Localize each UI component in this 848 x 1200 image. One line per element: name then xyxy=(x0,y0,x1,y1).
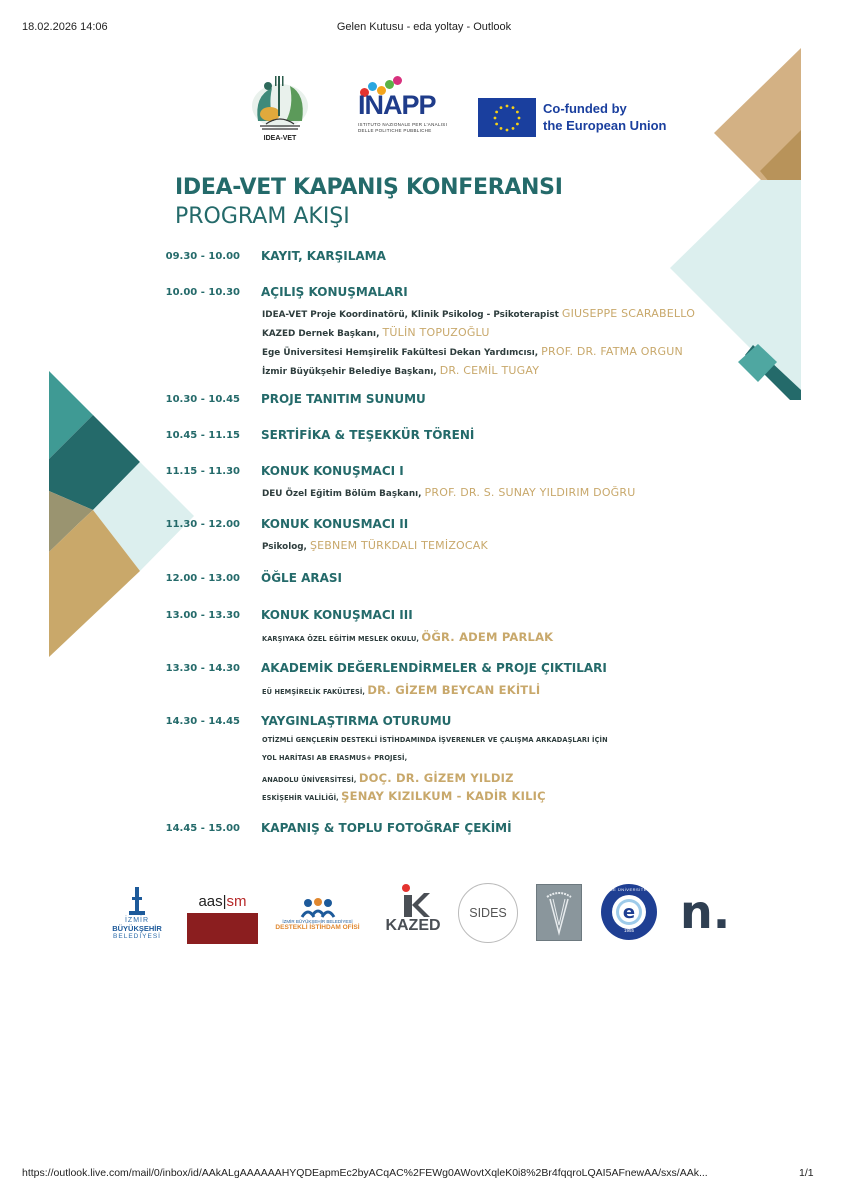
print-datetime: 18.02.2026 14:06 xyxy=(22,21,108,33)
schedule-time: 13.00 - 13.30 xyxy=(165,610,240,621)
speaker-line xyxy=(262,630,553,644)
schedule-event: YAYGINLAŞTIRMA OTURUMU xyxy=(261,714,452,728)
schedule-time: 09.30 - 10.00 xyxy=(165,251,240,262)
inapp-logo xyxy=(356,76,456,140)
speaker-name: DOÇ. DR. GİZEM YILDIZ xyxy=(358,771,514,785)
schedule-time: 13.30 - 14.30 xyxy=(165,663,240,674)
speaker-name: ÖĞR. ADEM PARLAK xyxy=(421,630,554,644)
speaker-line xyxy=(262,789,546,803)
program-subtitle: PROGRAM AKIŞI xyxy=(175,204,350,229)
izmir-bb-line-1: İZMİR xyxy=(124,917,150,924)
schedule-event: KAPANIŞ & TOPLU FOTOĞRAF ÇEKİMİ xyxy=(261,821,512,835)
people-group-icon xyxy=(275,897,360,919)
speaker-name: ŞENAY KIZILKUM - KADİR KILIÇ xyxy=(341,788,546,803)
speaker-role: YOL HARİTASI AB ERASMUS+ PROJESİ, xyxy=(262,753,408,762)
speaker-name: ŞEBNEM TÜRKDALI TEMİZOCAK xyxy=(309,539,488,552)
speaker-name: PROF. DR. S. SUNAY YILDIRIM DOĞRU xyxy=(424,486,636,499)
aassm-left: aas xyxy=(198,893,223,910)
schedule-time: 11.30 - 12.00 xyxy=(165,519,240,530)
print-page-number: 1/1 xyxy=(799,1167,814,1179)
svg-text:e: e xyxy=(622,902,636,923)
schedule-event: PROJE TANITIM SUNUMU xyxy=(261,392,426,406)
eu-cofunded-text xyxy=(543,100,667,134)
kazed-name: KAZED xyxy=(385,917,441,934)
conference-title: IDEA-VET KAPANIŞ KONFERANSI xyxy=(175,175,563,200)
speaker-role: OTİZMLİ GENÇLERİN DESTEKLİ İSTİHDAMINDA İŞVERENLER VE ÇALIŞMA ARKADAŞLARI İÇİN xyxy=(262,736,608,744)
aassm-logo: aas|sm xyxy=(187,893,258,944)
dio-line-2: DESTEKLİ İSTİHDAM OFİSİ xyxy=(275,924,360,931)
schedule-time: 10.30 - 10.45 xyxy=(165,394,240,405)
schedule-time: 12.00 - 13.00 xyxy=(165,573,240,584)
aassm-right: sm xyxy=(226,893,247,910)
speaker-name: DR. GİZEM BEYCAN EKİTLİ xyxy=(367,683,541,697)
ege-name: EGE ÜNİVERSİTESİ xyxy=(606,887,652,892)
eu-line-2: the European Union xyxy=(543,118,667,133)
schedule-time: 10.00 - 10.30 xyxy=(165,287,240,298)
inapp-name: INAPP xyxy=(358,90,436,120)
speaker-role: ESKİŞEHİR VALİLİĞİ, xyxy=(262,793,342,802)
schedule-event: KONUK KONUŞMACI I xyxy=(261,464,404,478)
izmir-bb-line-2: BÜYÜKŞEHİR xyxy=(112,924,162,933)
speaker-name: PROF. DR. FATMA ORGUN xyxy=(541,345,683,358)
print-url: https://outlook.live.com/mail/0/inbox/id/AAkALgAAAAAAHYQDEapmEc2byACqAC%2FEWg0AWovtXqleK0i8%2Br4fqqroLQAI5AFnewAA/sxs/AAk... xyxy=(22,1167,708,1179)
v-letter-icon xyxy=(537,885,581,940)
print-window-title: Gelen Kutusu - eda yoltay - Outlook xyxy=(336,21,512,33)
schedule-event: AÇILIŞ KONUŞMALARI xyxy=(261,285,408,299)
schedule-time: 10.45 - 11.15 xyxy=(165,430,240,441)
speaker-role: EÜ HEMŞİRELİK FAKÜLTESİ, xyxy=(262,688,368,696)
v-shield-logo xyxy=(536,884,582,941)
deco-teal-light-right xyxy=(670,180,801,398)
schedule-event: ÖĞLE ARASI xyxy=(261,571,342,585)
speaker-line xyxy=(262,683,540,697)
izmir-bb-logo xyxy=(112,885,162,947)
speaker-line xyxy=(262,754,407,762)
schedule-event: AKADEMİK DEĞERLENDİRMELER & PROJE ÇIKTILARI xyxy=(261,661,607,675)
clock-tower-icon xyxy=(112,885,162,917)
ideavet-logo xyxy=(244,66,316,146)
ege-year: 1955 xyxy=(623,928,634,933)
inapp-subtitle: ISTITUTO NAZIONALE PER L'ANALISI DELLE POLITICHE PUBBLICHE xyxy=(358,122,448,133)
speaker-line xyxy=(262,345,683,358)
speaker-name: DR. CEMİL TUGAY xyxy=(439,364,540,377)
ege-universitesi-logo xyxy=(601,884,657,940)
izmir-bb-line-3: BELEDİYESİ xyxy=(113,933,161,940)
ideavet-emblem-icon xyxy=(244,66,316,134)
speaker-role: KARŞIYAKA ÖZEL EĞİTİM MESLEK OKULU, xyxy=(262,635,422,643)
eu-flag-icon xyxy=(478,98,536,137)
schedule-event: SERTİFİKA & TEŞEKKÜR TÖRENİ xyxy=(261,428,475,442)
schedule-time: 14.45 - 15.00 xyxy=(165,823,240,834)
speaker-name: GIUSEPPE SCARABELLO xyxy=(561,307,696,320)
sides-logo: SIDES xyxy=(458,883,518,943)
eu-line-1: Co-funded by xyxy=(543,101,627,116)
speaker-line xyxy=(262,486,636,499)
speaker-name: TÜLİN TOPUZOĞLU xyxy=(382,326,490,339)
speaker-role: KAZED Dernek Başkanı, xyxy=(262,329,383,339)
destekli-istihdam-logo xyxy=(275,897,360,941)
schedule-time: 11.15 - 11.30 xyxy=(165,466,240,477)
ideavet-caption: IDEA-VET xyxy=(263,135,297,142)
speaker-line xyxy=(262,364,539,377)
kazed-k-icon xyxy=(384,883,442,917)
schedule-event: KONUK KONUSMACI II xyxy=(261,517,409,531)
schedule-event: KONUK KONUŞMACI III xyxy=(261,608,413,622)
n-logo: n. xyxy=(680,885,731,939)
speaker-role: DEU Özel Eğitim Bölüm Başkanı, xyxy=(262,489,425,499)
speaker-role: Psikolog, xyxy=(262,542,310,552)
speaker-role: İzmir Büyükşehir Belediye Başkanı, xyxy=(262,367,440,377)
speaker-line xyxy=(262,326,490,339)
schedule-event: KAYIT, KARŞILAMA xyxy=(261,249,386,263)
speaker-line xyxy=(262,307,695,320)
speaker-role: Ege Üniversitesi Hemşirelik Fakültesi Dekan Yardımcısı, xyxy=(262,348,542,358)
speaker-role: IDEA-VET Proje Koordinatörü, Klinik Psikolog - Psikoterapist xyxy=(262,310,562,320)
speaker-role: ANADOLU ÜNİVERSİTESİ, xyxy=(262,776,359,784)
inapp-dot-icon xyxy=(393,76,402,85)
dio-line-1: İZMİR BÜYÜKŞEHİR BELEDİYESİ xyxy=(282,919,353,924)
speaker-line xyxy=(262,771,514,785)
kazed-logo xyxy=(384,883,442,943)
schedule-time: 14.30 - 14.45 xyxy=(165,716,240,727)
aassm-red-bar xyxy=(187,913,258,944)
speaker-line xyxy=(262,539,488,552)
speaker-line xyxy=(262,736,608,744)
